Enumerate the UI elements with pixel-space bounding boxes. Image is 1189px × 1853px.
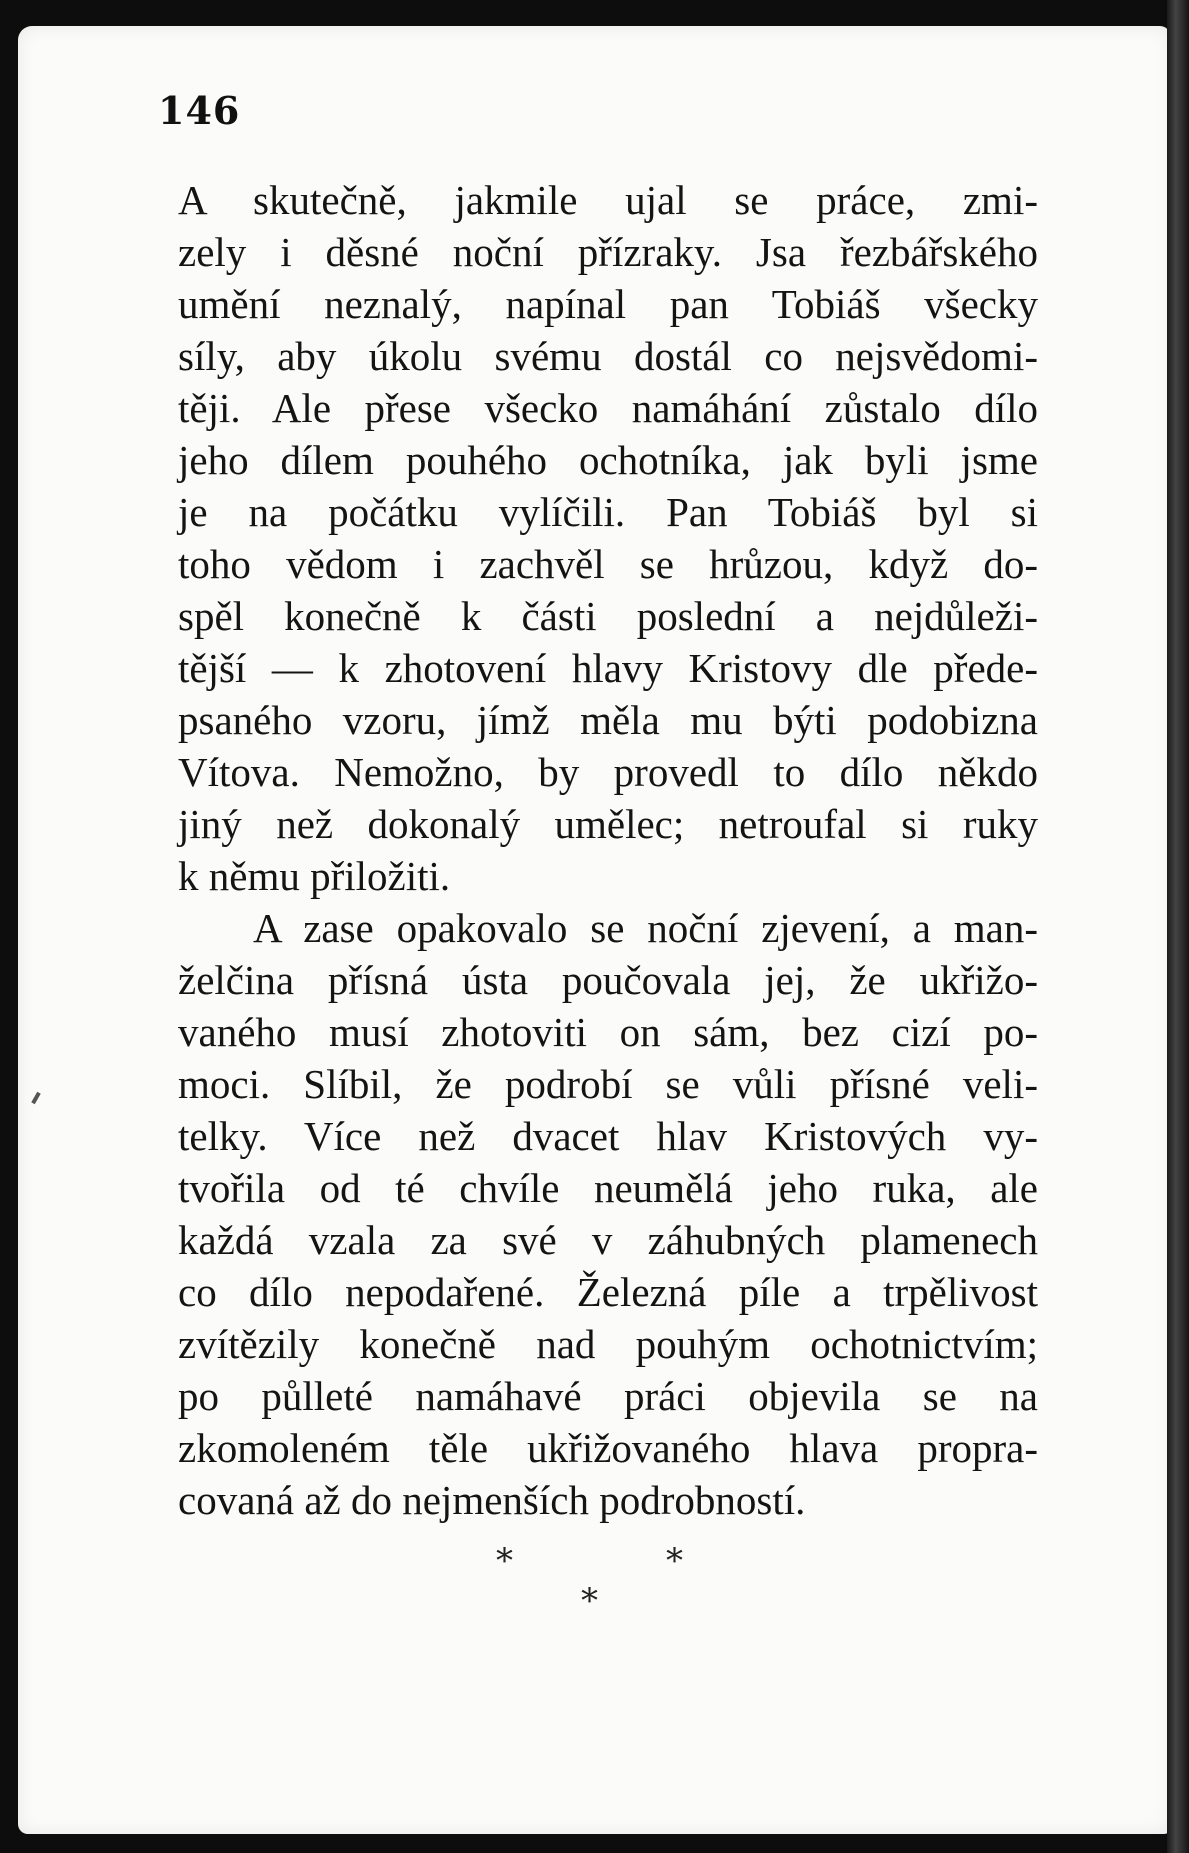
text-line: je na počátku vylíčili. Pan Tobiáš byl si [178, 489, 1038, 535]
page-edge-shadow [1167, 0, 1189, 1853]
text-line: každá vzala za své v záhubných plamenech [178, 1217, 1038, 1263]
text-line: spěl konečně k části poslední a nejdůleži- [178, 593, 1038, 639]
section-break-asterism [18, 1541, 1170, 1621]
asterisk: * [496, 1541, 513, 1581]
page-number: 146 [158, 88, 241, 133]
text-line: covaná až do nejmenších podrobností. [178, 1477, 806, 1523]
text-line: psaného vzoru, jímž měla mu býti podobizna [178, 697, 1038, 743]
text-line: jiný než dokonalý umělec; netroufal si ruky [178, 801, 1038, 847]
text-line: co dílo nepodařené. Železná píle a trpělivost [178, 1269, 1038, 1315]
text-line: tvořila od té chvíle neumělá jeho ruka, ale [178, 1165, 1038, 1211]
text-line: síly, aby úkolu svému dostál co nejsvědomi- [178, 333, 1038, 379]
text-line: k němu přiložiti. [178, 853, 451, 899]
text-line: zvítězily konečně nad pouhým ochotnictvím; [178, 1321, 1038, 1367]
text-line: zkomoleném těle ukřižovaného hlava propra- [178, 1425, 1038, 1471]
text-line: A skutečně, jakmile ujal se práce, zmi- [178, 177, 1038, 223]
paragraph-1 [178, 174, 1038, 902]
asterisk: * [581, 1581, 598, 1621]
text-line: vaného musí zhotoviti on sám, bez cizí po- [178, 1009, 1038, 1055]
text-line: těji. Ale přese všecko namáhání zůstalo dílo [178, 385, 1038, 431]
paragraph-2 [178, 902, 1038, 1526]
text-line: toho vědom i zachvěl se hrůzou, když do- [178, 541, 1038, 587]
text-line: želčina přísná ústa poučovala jej, že ukřižo- [178, 957, 1038, 1003]
text-line: zely i děsné noční přízraky. Jsa řezbářského [178, 229, 1038, 275]
book-page [18, 26, 1170, 1834]
text-line: po půlleté namáhavé práci objevila se na [178, 1373, 1038, 1419]
text-line: umění neznalý, napínal pan Tobiáš všecky [178, 281, 1038, 327]
body-text [178, 174, 1038, 1526]
text-line: A zase opakovalo se noční zjevení, a man- [253, 905, 1038, 951]
text-line: jeho dílem pouhého ochotníka, jak byli jsme [178, 437, 1038, 483]
text-line: Vítova. Nemožno, by provedl to dílo někdo [178, 749, 1038, 795]
asterisk: * [666, 1541, 683, 1581]
text-line: moci. Slíbil, že podrobí se vůli přísné veli- [178, 1061, 1038, 1107]
text-line: tější — k zhotovení hlavy Kristovy dle přede- [178, 645, 1038, 691]
scan-speck [31, 1092, 40, 1104]
text-line: telky. Více než dvacet hlav Kristových vy- [178, 1113, 1038, 1159]
